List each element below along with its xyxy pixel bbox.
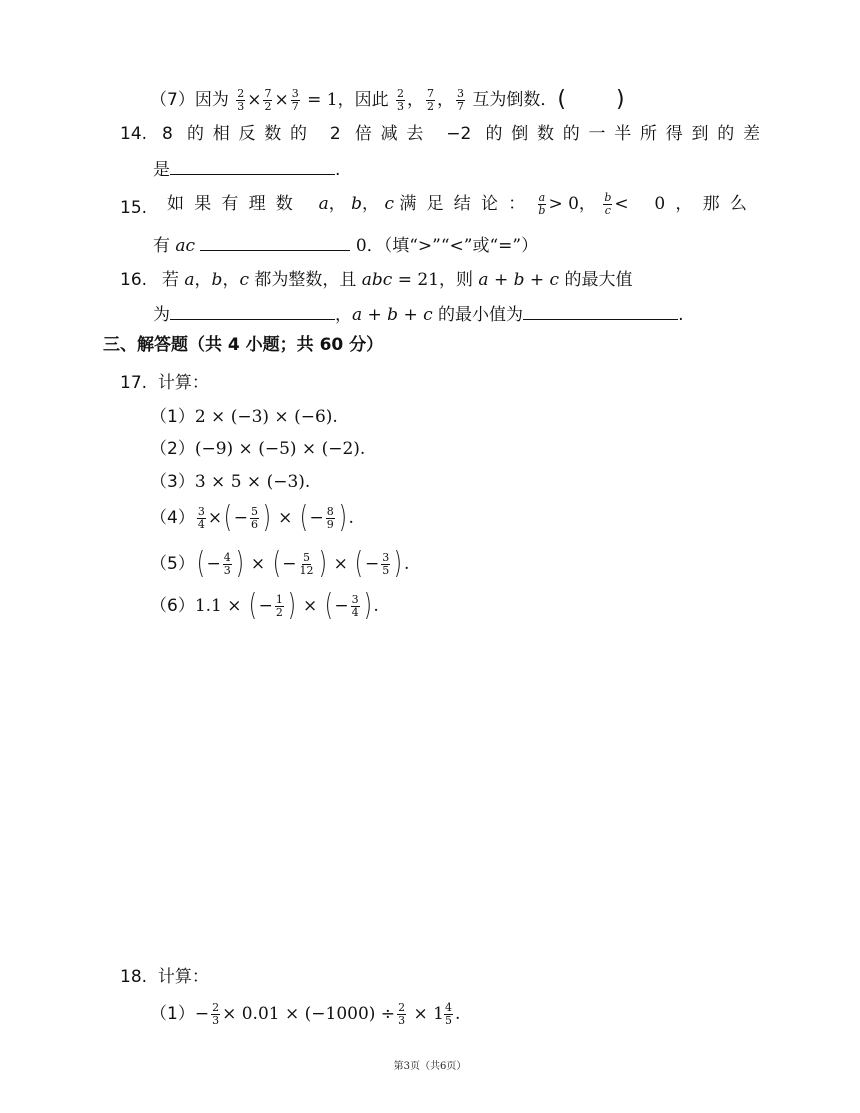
answer-bracket-close: ) bbox=[616, 87, 625, 113]
q14-line2: 是 . bbox=[153, 160, 341, 180]
q17-part1: （1）2 × (−3) × (−6). bbox=[150, 407, 338, 427]
q16-number: 16. bbox=[120, 270, 148, 290]
answer-blank-max[interactable] bbox=[170, 305, 335, 320]
q17-part6: （6）1.1 × ( − $\frac{1}{2}$ ) × ( − $\frac{3}{4}$ ) . bbox=[150, 588, 379, 623]
fraction: $\frac{2}{3}$ bbox=[397, 87, 405, 113]
fraction: $\frac{4}{5}$ bbox=[444, 1001, 452, 1027]
q15-number: 15. bbox=[120, 198, 148, 218]
fraction: $\frac{3}{4}$ bbox=[351, 592, 359, 619]
fraction: $\frac{8}{9}$ bbox=[326, 504, 334, 531]
fraction: $\frac{2}{3}$ bbox=[212, 1001, 220, 1027]
answer-blank[interactable] bbox=[170, 160, 335, 175]
fraction: $\frac{3}{7}$ bbox=[291, 87, 299, 113]
fraction: $\frac{7}{2}$ bbox=[427, 87, 435, 113]
q17-part3: （3）3 × 5 × (−3). bbox=[150, 472, 311, 492]
q14-line1: 8 的相反数的 2 倍减去 −2 的倒数的一半所得到的差 bbox=[162, 124, 760, 144]
fraction: $\frac{b}{c}$ bbox=[604, 191, 612, 217]
q13-part7: （7）因为 $\frac{2}{3}$ × $\frac{7}{2}$ × $\frac{3}{7}$ = 1，因此 $\frac{2}{3}$ ， $\frac{7}{2}$ ， $\frac{3}{7}$ 互为倒数．( ) bbox=[150, 87, 625, 113]
fraction: $\frac{1}{2}$ bbox=[275, 592, 283, 619]
fraction: $\frac{7}{2}$ bbox=[264, 87, 272, 113]
q17-header: 17. 计算： bbox=[120, 373, 209, 393]
fraction: $\frac{3}{7}$ bbox=[457, 87, 465, 113]
q18-part1: （1）− $\frac{2}{3}$ × 0.01 × (−1000) ÷ $\frac{2}{3}$ × 1 $\frac{4}{5}$ . bbox=[150, 1001, 461, 1027]
answer-blank[interactable] bbox=[200, 236, 350, 251]
q14-number: 14. bbox=[120, 124, 148, 144]
q17-part5: （5）( − $\frac{4}{3}$ ) × ( − $\frac{5}{12}$ ) × ( − $\frac{3}{5}$ ) . bbox=[150, 546, 410, 581]
q17-part2: （2）(−9) × (−5) × (−2). bbox=[150, 439, 366, 459]
q16-line2: 为 ，a + b + c 的最小值为 . bbox=[153, 305, 684, 325]
page-footer: 第3页（共6页） bbox=[393, 1061, 467, 1072]
fraction: $\frac{2}{3}$ bbox=[237, 87, 245, 113]
q16-line1: 若 a，b，c 都为整数，且 abc = 21，则 a + b + c 的最大值 bbox=[162, 270, 633, 290]
answer-bracket-open: ( bbox=[557, 87, 567, 113]
fraction: $\frac{a}{b}$ bbox=[538, 191, 546, 217]
q17-part4: （4） $\frac{3}{4}$ ×( − $\frac{5}{6}$ ) × ( − $\frac{8}{9}$ ) . bbox=[150, 500, 354, 535]
fraction: $\frac{5}{12}$ bbox=[299, 550, 314, 577]
q15-line2: 有 ac 0．（填“>”“<”或“=”） bbox=[153, 236, 539, 256]
answer-blank-min[interactable] bbox=[523, 305, 678, 320]
q15-line1: 如果有理数 a， b， c 满足结论： $\frac{a}{b}$ > 0， $\frac{b}{c}$ < 0，那么 bbox=[167, 191, 758, 217]
fraction: $\frac{3}{4}$ bbox=[197, 504, 205, 531]
q18-header: 18. 计算： bbox=[120, 967, 209, 987]
fraction: $\frac{5}{6}$ bbox=[251, 504, 259, 531]
fraction: $\frac{2}{3}$ bbox=[398, 1001, 406, 1027]
fraction: $\frac{3}{5}$ bbox=[382, 550, 390, 577]
section-title: 三、解答题（共 4 小题；共 60 分） bbox=[103, 335, 384, 355]
fraction: $\frac{4}{3}$ bbox=[223, 550, 231, 577]
